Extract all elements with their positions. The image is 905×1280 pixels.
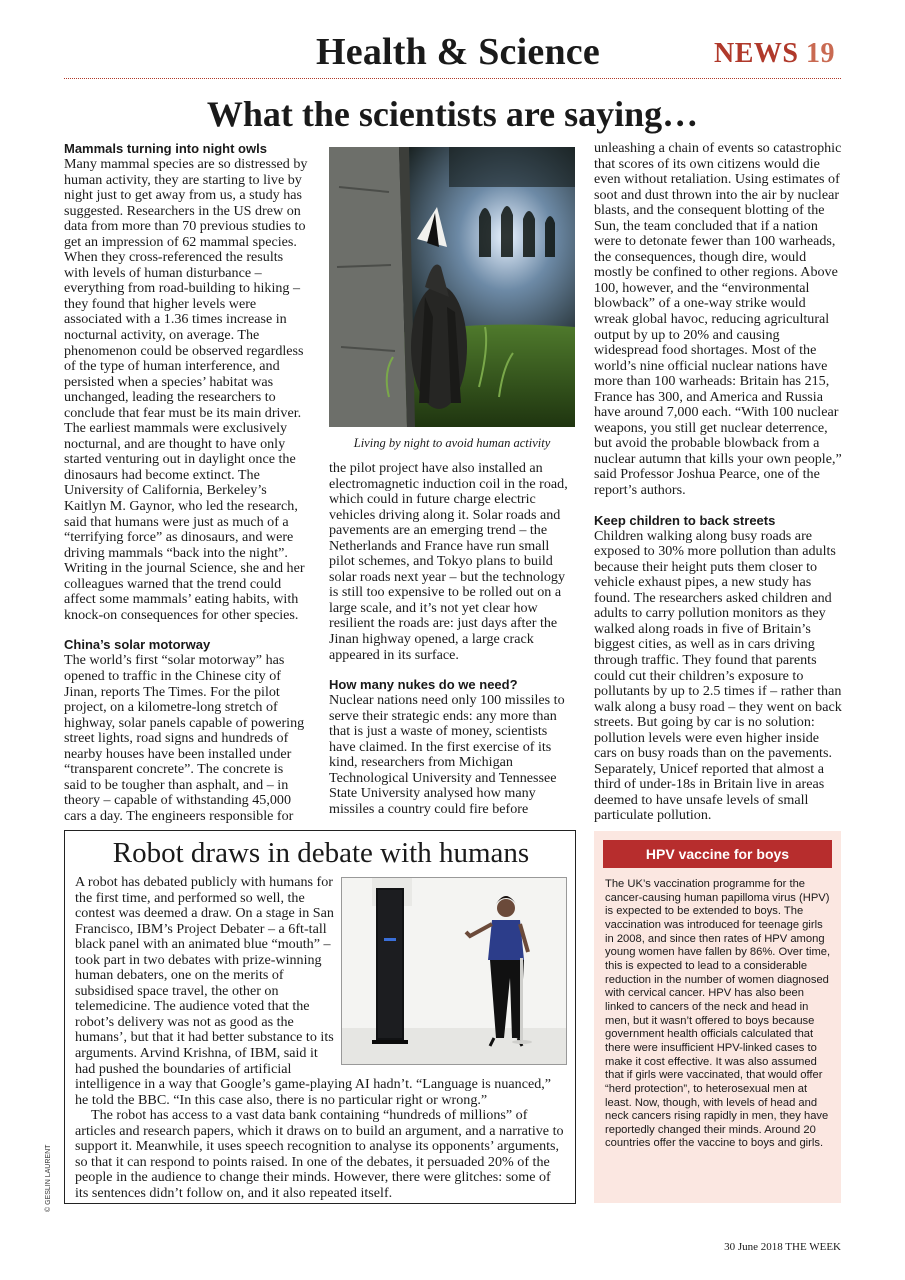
robot-article-body <box>75 875 567 1201</box>
news-page-label <box>714 38 835 70</box>
photo-spacer <box>335 875 567 1067</box>
article-title-streets: Keep children to back streets <box>594 512 776 528</box>
header-divider <box>64 78 841 79</box>
article-body-nukes-part1: Nuclear nations need only 100 missiles to serve their strategic ends: any more than that is just a waste of money, scientists have claimed. In the first exercise of its kind, researchers from Michigan Technological University and Tennessee State University analysed how many missiles a country could fire before <box>329 692 565 817</box>
page-headline: What the scientists are saying… <box>206 94 699 134</box>
article-body-solar-part1: The world’s first “solar motorway” has opened to traffic in the Chinese city of Jinan, reports The Times. For the pilot project, on a kilometre-long stretch of highway, solar panels capable of powering street lights, road signs and hundreds of nearby houses have been installed under “transparent concrete”. The concrete is said to be tougher than asphalt, and – in theory – capable of withstanding 45,000 cars a day. The engineers responsible for <box>64 652 305 824</box>
article-body-nukes-part2: unleashing a chain of events so catastrophic that scores of its own citizens would die even without retaliation. Using estimates of soot and dust thrown into the air by nuclear blasts, and the consequent blotting of the Sun, the team concluded that if a nation were to detonate fewer than 100 warheads, the consequences, though dire, would mostly be confined to other regions. Above 100, however, and the “environmental blowback” of a one-way strike would wreak global havoc, reducing agricultural output by up to 20% and causing widespread food shortages. Most of the world’s nine official nuclear nations have more than 100 warheads: Britain has 215, France has 300, and America and Russia have around 7,000 each. “With 100 nuclear weapons, you still get nuclear deterrence, but avoid the probable blowback from a nuclear autumn that kills your own people,” said Professor Joshua Pearce, one of the report’s authors. <box>594 140 842 499</box>
photo-credit: © GESLIN LAURENT <box>45 1144 52 1212</box>
page-number: 19 <box>805 38 835 69</box>
article-title-owls: Mammals turning into night owls <box>64 141 267 156</box>
article-title-nukes: How many nukes do we need? <box>329 677 518 693</box>
hpv-title: HPV vaccine for boys <box>603 840 832 868</box>
robot-article-box <box>64 830 576 1204</box>
column-left <box>64 141 309 824</box>
article-body-streets: Children walking along busy roads are exposed to 30% more pollution than adults because their height puts them closer to vehicle exhaust pipes, a new study has found. The researchers asked children and adults to carry pollution monitors as they walked along roads in five of Britain’s biggest cities, as well as in cars driving through traffic. They found that parents could cut their children’s exposure to pollutants by up to 2.5 times if – rather than walk along a busy road – they went on back streets. But going by car is no solution: pollution levels were even higher inside cars on busy roads than on the pavements. Separately, Unicef reported that almost a third of under-18s in Britain live in areas deemed to have unsafe levels of small particulate pollution. <box>594 527 842 824</box>
news-label: NEWS <box>714 38 799 69</box>
robot-paragraph-2: The robot has access to a vast data bank containing “hundreds of millions” of articles and research papers, which it draws on to build an argument, and a narrative to support it. Meanwhile, it uses speech recognition to analyse its opponents’ arguments, so that it can respond to points raised. In one of the debates, it persuaded 20% of the people in the audience to change their minds. However, there were glitches: some of its sentences didn’t follow on, and it also repeated itself. <box>75 1107 564 1201</box>
badger-illustration <box>329 147 575 427</box>
robot-article-title: Robot draws in debate with humans <box>112 837 530 869</box>
column-middle <box>329 461 575 817</box>
column-right <box>594 141 842 824</box>
article-title-solar: China’s solar motorway <box>64 637 211 653</box>
photo-caption: Living by night to avoid human activity <box>353 436 551 450</box>
hpv-body: The UK’s vaccination programme for the cancer-causing human papilloma virus (HPV) is expected to be extended to boys. The vaccination was introduced for teenage girls in 2008, and since then rates of HPV among young women have fallen by 86%. Over time, this is expected to lead to a considerable reduction in the number of women diagnosed with cervical cancer. HPV has also been linked to cancers of the neck and head in men, but it wasn’t offered to boys because government health officials calculated that there were insufficient HPV-linked cases to make it cost effective. It was also assumed that if girls were vaccinated, that would offer “herd protection”, to heterosexual men at least. Now, though, with levels of head and neck cancers rising rapidly in men, they have reportedly changed their minds. Around 20 countries offer the vaccine to boys and girls. <box>605 878 831 1150</box>
page-footer: 30 June 2018 THE WEEK <box>724 1241 841 1253</box>
article-body-solar-part2: the pilot project have also installed an electromagnetic induction coil in the road, which could in future charge electric vehicles driving along it. Solar roads and pavements are an emerging trend – the Netherlands and France have run small pilot schemes, and Tokyo plans to build solar roads next year – but the technology is still too expensive to be rolled out on a large scale, and it’s not yet clear how resilient the roads are: just days after the Jinan highway opened, a large crack appeared in its surface. <box>329 460 568 663</box>
robot-paragraph-1: A robot has debated publicly with humans for the first time, and performed so well, the contest was deemed a draw. On a stage in San Francisco, IBM’s Project Debater – a 6ft-tall black panel with an animated blue “mouth” – took part in two debates with prize-winning human debaters, one on the merits of subsidised space travel, the other on telemedicine. The audience voted that the robot’s delivery was not as good as the humans’, but that it had better substance to its arguments. Arvind Krishna, of IBM, said it had pushed the boundaries of artificial intelligence in a way that Google’s game-playing AI hadn’t. “Language is nuanced,” he told the BBC. “In this case also, there is no particular right or wrong.” <box>75 874 552 1108</box>
section-title: Health & Science <box>316 31 600 73</box>
article-body-owls: Many mammal species are so distressed by human activity, they are starting to live by night just to get away from us, a study has suggested. Researchers in the US drew on data from more than 70 previous studies to get an impression of 62 mammal species. When they cross-referenced the results with levels of human disturbance – everything from road-building to hiking – they found that higher levels were associated with a 1.36 times increase in nocturnal activity, on average. The phenomenon could be observed regardless of the type of human interference, and persisted when a species’ habitat was unchanged, leading the researchers to conclude that fear must be its main driver. The earliest mammals were exclusively nocturnal, and are thought to have only started venturing out in daylight once the dinosaurs had become extinct. The University of California, Berkeley’s Kaitlyn M. Gaynor, who led the research, said that humans were just as much of a “terrifying force” as dinosaurs, and were driving mammals “back into the night”. Writing in the journal Science, she and her colleagues warned that the trend could affect some mammals’ eating habits, with knock-on consequences for other species. <box>64 156 308 623</box>
badger-photo <box>329 147 575 427</box>
hpv-sidebar-box <box>594 831 841 1203</box>
